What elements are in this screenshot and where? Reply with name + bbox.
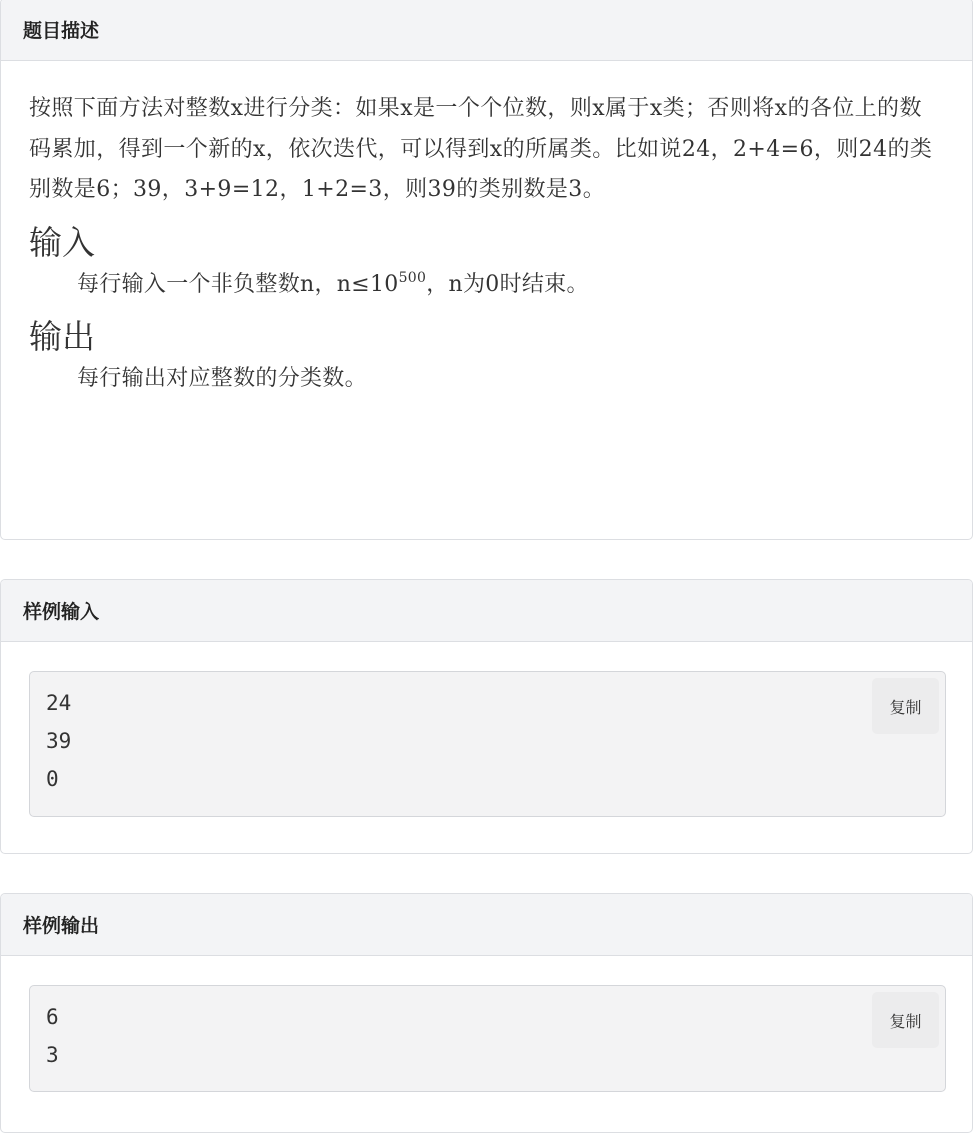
code-line: 0 [46,767,59,791]
input-text-superscript: 500 [398,269,427,286]
sample-input-code[interactable] [29,671,946,817]
copy-input-button[interactable]: 复制 [872,678,939,734]
input-description [29,265,944,305]
output-description: 每行输出对应整数的分类数。 [77,365,367,391]
sample-output-card [0,893,973,1133]
code-line: 24 [46,691,72,715]
sample-input-header: 样例输入 [1,580,972,642]
description-paragraph: 按照下面方法对整数x进行分类：如果x是一个个位数，则x属于x类；否则将x的各位上的数码累加，得到一个新的x，依次迭代，可以得到x的所属类。比如说24，2+4=6，则24的类别数是6；39，3+9=12，1+2=3，则39的类别数是3。 [29,96,933,202]
problem-description-card [0,0,973,540]
description-header: 题目描述 [1,0,972,61]
output-heading: 输出 [29,316,95,356]
sample-output-code[interactable] [29,985,946,1092]
copy-output-button[interactable]: 复制 [872,992,939,1048]
input-heading: 输入 [29,222,95,262]
description-body [1,61,972,399]
sample-output-header: 样例输出 [1,894,972,956]
input-text-after: ，n为0时结束。 [426,271,589,297]
code-line: 39 [46,729,72,753]
code-line: 6 [46,1005,59,1029]
code-line: 3 [46,1043,59,1067]
sample-input-card [0,579,973,854]
input-text-before: 每行输入一个非负整数n，n≤10 [77,271,399,297]
